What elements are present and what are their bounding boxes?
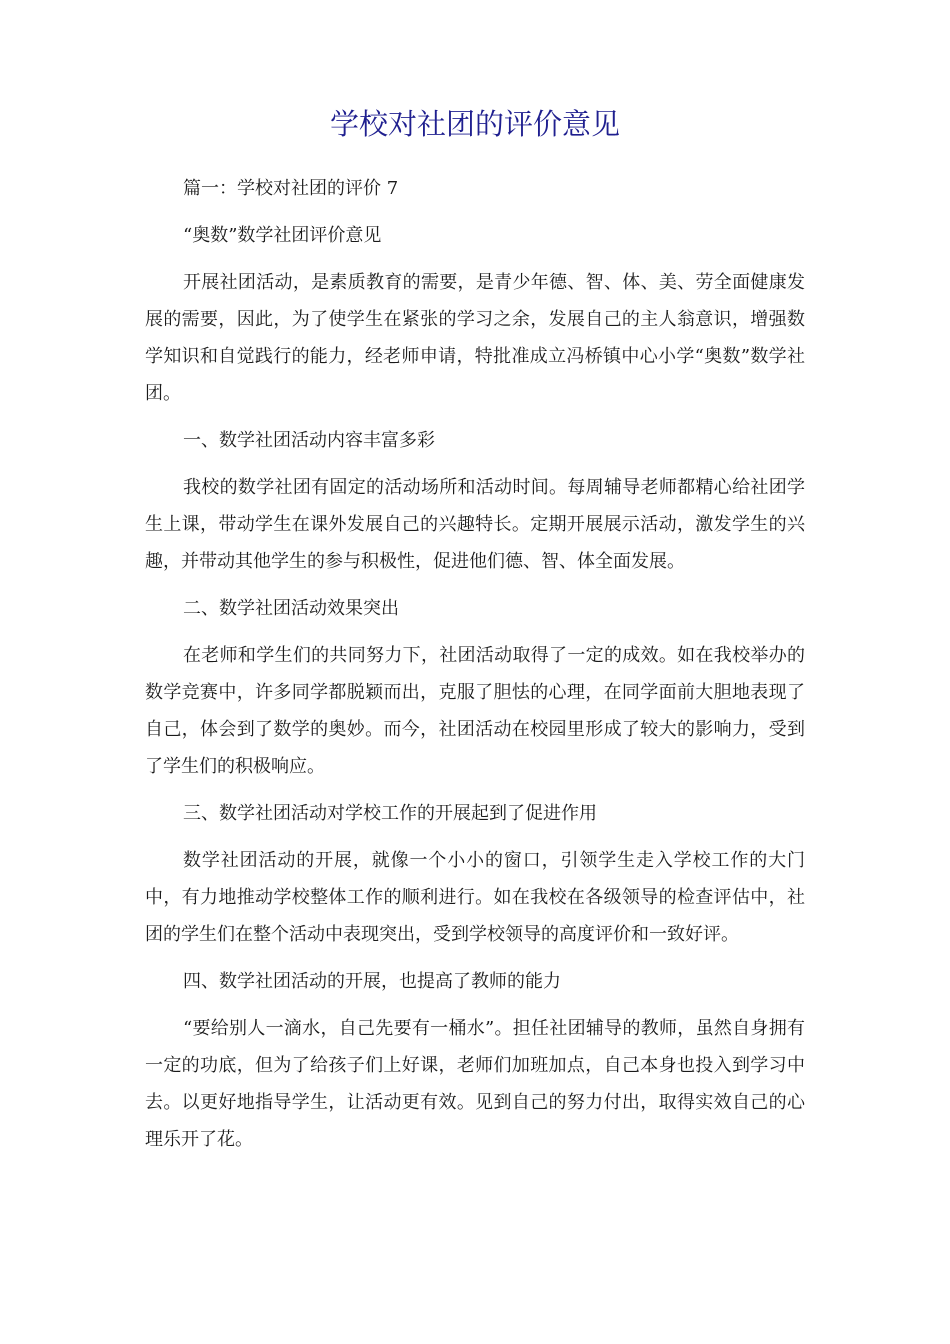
section-heading-3: 三、数学社团活动对学校工作的开展起到了促进作用	[183, 803, 597, 824]
page-title: 学校对社团的评价意见	[329, 107, 620, 141]
section-heading-1: 一、数学社团活动内容丰富多彩	[183, 430, 435, 451]
section-heading-2: 二、数学社团活动效果突出	[183, 598, 399, 619]
paragraph-3: 数学社团活动的开展，就像一个小小的窗口，引领学生走入学校工作的大门中，有力地推动学校整体工作的顺利进行。如在我校在各级领导的检查评估中，社团的学生们在整个活动中表现突出，受到学校领导的高度评价和一致好评。	[145, 850, 805, 945]
paragraph-1: 我校的数学社团有固定的活动场所和活动时间。每周辅导老师都精心给社团学生上课，带动学生在课外发展自己的兴趣特长。定期开展展示活动，激发学生的兴趣，并带动其他学生的参与积极性，促进他们德、智、体全面发展。	[145, 477, 805, 572]
paragraph-intro: 开展社团活动，是素质教育的需要，是青少年德、智、体、美、劳全面健康发展的需要，因此，为了使学生在紧张的学习之余，发展自己的主人翁意识，增强数学知识和自觉践行的能力，经老师申请，特批准成立冯桥镇中心小学“奥数”数学社团。	[145, 272, 805, 404]
document-body	[145, 170, 805, 1168]
paragraph-4: “要给别人一滴水，自己先要有一桶水”。担任社团辅导的教师，虽然自身拥有一定的功底，但为了给孩子们上好课，老师们加班加点，自己本身也投入到学习中去。以更好地指导学生，让活动更有效。见到自己的努力付出，取得实效自己的心理乐开了花。	[145, 1018, 805, 1150]
subtitle: “奥数”数学社团评价意见	[183, 225, 382, 246]
paragraph-2: 在老师和学生们的共同努力下，社团活动取得了一定的成效。如在我校举办的数学竞赛中，许多同学都脱颖而出，克服了胆怯的心理，在同学面前大胆地表现了自己，体会到了数学的奥妙。而今，社团活动在校园里形成了较大的影响力，受到了学生们的积极响应。	[145, 645, 805, 777]
section-heading-article: 篇一：学校对社团的评价 7	[183, 178, 399, 199]
section-heading-4: 四、数学社团活动的开展，也提高了教师的能力	[183, 971, 561, 992]
